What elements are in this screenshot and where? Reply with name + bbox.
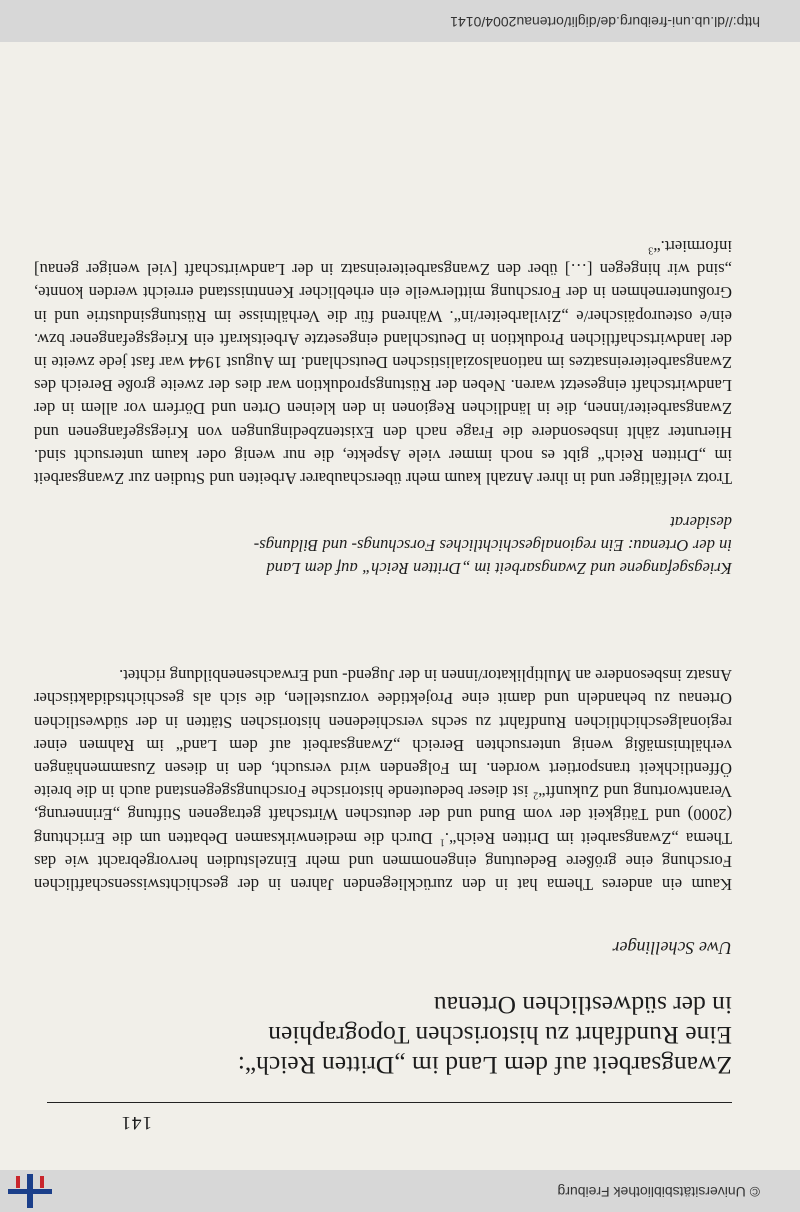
page-number: 141 bbox=[120, 1112, 152, 1133]
title-line: Eine Rundfahrt zu historischen Topographien bbox=[268, 1021, 732, 1050]
title-line: in der südwestlichen Ortenau bbox=[433, 991, 732, 1020]
footnote-ref[interactable]: 1 bbox=[439, 836, 445, 848]
viewer-credit: © Universitätsbibliothek Freiburg bbox=[557, 1184, 760, 1200]
title-line: Zwangsarbeit auf dem Land im „Dritten Reich“: bbox=[237, 1051, 732, 1080]
footnote-ref[interactable]: 2 bbox=[533, 789, 539, 801]
section-heading bbox=[42, 511, 732, 580]
section-heading-line: in der Ortenau: Ein regionalgeschichtliches Forschungs- und Bildungs- bbox=[253, 536, 732, 555]
header-rule bbox=[47, 1102, 732, 1103]
section-heading-line: desiderat bbox=[670, 513, 732, 532]
section-heading-line: Kriegsgefangene und Zwangsarbeit im „Dritten Reich“ auf dem Land bbox=[266, 559, 732, 578]
viewer-top-bar bbox=[0, 1170, 800, 1212]
body-paragraph-2: Trotz vielfältiger und in ihrer Anzahl kaum mehr überschaubarer Arbeiten und Studien zur Zwangsarbeit im „Dritten Reich“ gibt es noch immer viele Aspekte, die nur wenig oder kaum untersucht sind. Hierunter zählt insbesondere die Frage nach den Existenzbedingungen von Kriegsgefangenen und Zwangsarbeiter/innen, die in ländlichen Regionen in den kleinen Orten und Dörfern vor allem in der Landwirtschaft eingesetzt waren. Neben der Rüstungsproduktion war dies der zweite große Bereich des Zwangsarbeitereinsatzes im nationalsozialistischen Deutschland. Im August 1944 war fast jede zweite in der landwirtschaftlichen Produktion in Deutschland eingesetzte Arbeitskraft ein Kriegsgefangener bzw. ein/e osteuropäischer/e „Zivilarbeiter/in“. Während für die Verhältnisse im Rüstungsindustrie und in Großunternehmen in der Forschung mittlerweile ein erheblicher Kenntnisstand erreicht werden konnte, „sind wir hingegen […] über den Zwangsarbeitereinsatz in der Landwirtschaft [viel weniger genau] informiert.“$^3$ bbox=[34, 236, 732, 488]
article-title bbox=[32, 990, 732, 1080]
document-url[interactable]: http://dl.ub.uni-freiburg.de/diglit/ortenau2004/0141 bbox=[450, 14, 760, 30]
footnote-ref[interactable]: 3 bbox=[648, 244, 654, 256]
viewer-bottom-bar bbox=[0, 0, 800, 42]
university-logo-icon bbox=[8, 1174, 52, 1208]
body-paragraph-1: Kaum ein anderes Thema hat in den zurückliegenden Jahren in der geschichtswissenschaftlichen Forschung eine größere Bedeutung eingenommen und mehr Einzelstudien hervorgebracht wie das Thema „Zwangsarbeit im Dritten Reich“.$^1$ Durch die medienwirksamen Debatten um die Errichtung (2000) und Tätigkeit der vom Bund und der deutschen Wirtschaft getragenen Stiftung „Erinnerung, Verantwortung und Zukunft“$^2$ ist dieser bedeutende historische Forschungsgegenstand auch in die breite Öffentlichkeit transportiert worden. Im Folgenden wird versucht, den in diesen Zusammenhängen verhältnismäßig wenig untersuchten Bereich „Zwangsarbeit auf dem Land“ im Rahmen einer regionalgeschichtlichen Rundfahrt zu sechs verschiedenen historischen Stätten in der südwestlichen Ortenau zu behandeln und damit eine Projektidee vorzustellen, die sich als geschichtsdidaktischer Ansatz insbesondere an Multiplikator/innen in der Jugend- und Erwachsenenbildung richtet. bbox=[34, 666, 732, 894]
document-page bbox=[0, 42, 800, 1170]
author-name: Uwe Schellinger bbox=[612, 938, 732, 958]
